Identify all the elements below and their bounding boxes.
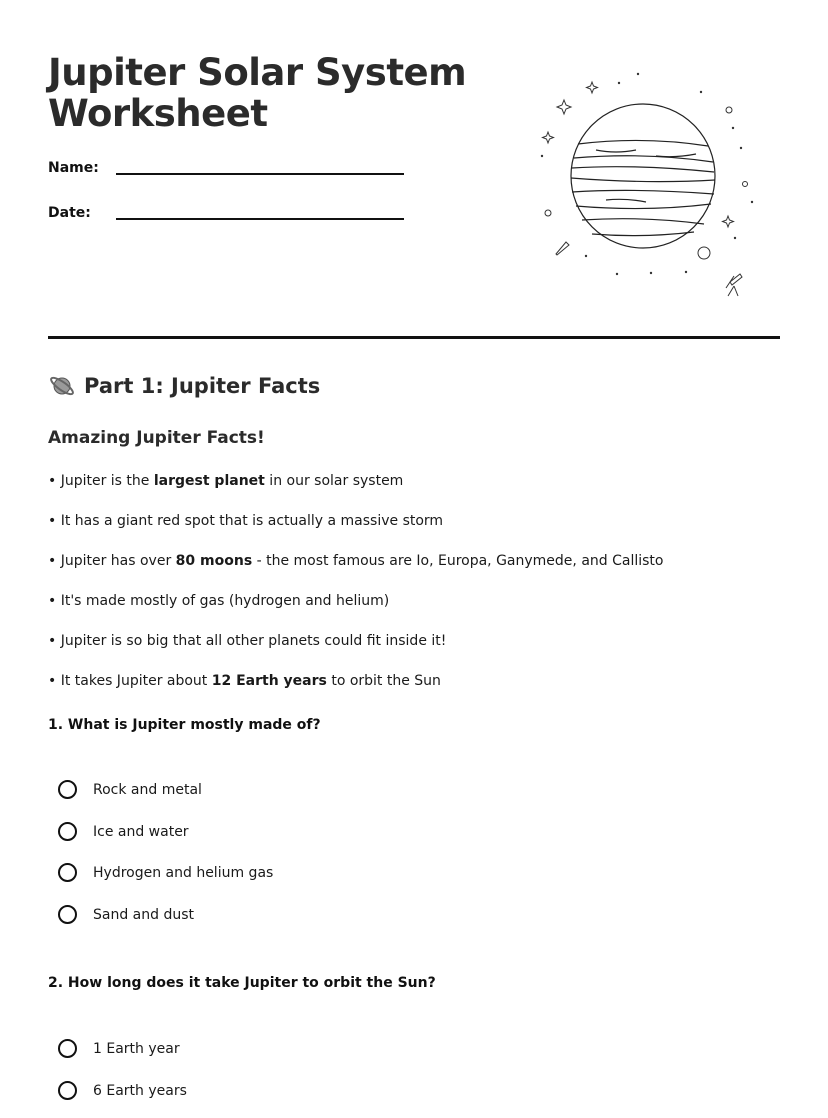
date-input-line[interactable] xyxy=(116,218,404,220)
option-label: Sand and dust xyxy=(93,906,195,923)
answer-option[interactable] xyxy=(58,780,202,799)
radio-button[interactable] xyxy=(58,780,77,799)
option-label: 6 Earth years xyxy=(93,1082,187,1099)
answer-option[interactable] xyxy=(58,863,273,882)
radio-button[interactable] xyxy=(58,1039,77,1058)
answer-option[interactable] xyxy=(58,1081,187,1100)
option-label: Hydrogen and helium gas xyxy=(93,864,274,881)
radio-button[interactable] xyxy=(58,1081,77,1100)
name-input-line[interactable] xyxy=(116,173,404,175)
date-field xyxy=(48,205,91,221)
fact-item: • Jupiter has over 80 moons - the most famous are Io, Europa, Ganymede, and Callisto xyxy=(48,553,664,569)
worksheet-title: Jupiter Solar System Worksheet xyxy=(48,51,467,135)
facts-subheading: Amazing Jupiter Facts! xyxy=(48,428,265,448)
fact-item: • Jupiter is so big that all other planets could fit inside it! xyxy=(48,633,447,649)
radio-button[interactable] xyxy=(58,905,77,924)
option-label: Rock and metal xyxy=(93,781,202,798)
question-1: 1. What is Jupiter mostly made of? xyxy=(48,717,321,733)
name-field xyxy=(48,160,99,176)
part1-heading-text: Part 1: Jupiter Facts xyxy=(84,374,321,398)
answer-option[interactable] xyxy=(58,822,189,841)
fact-item: • It's made mostly of gas (hydrogen and helium) xyxy=(48,593,390,609)
radio-button[interactable] xyxy=(58,863,77,882)
radio-button[interactable] xyxy=(58,822,77,841)
answer-option[interactable] xyxy=(58,1039,180,1058)
date-label: Date: xyxy=(48,205,91,221)
question-2: 2. How long does it take Jupiter to orbit the Sun? xyxy=(48,975,436,991)
name-label: Name: xyxy=(48,160,99,176)
planet-icon xyxy=(48,372,76,400)
option-label: 1 Earth year xyxy=(93,1040,180,1057)
answer-option[interactable] xyxy=(58,905,194,924)
jupiter-illustration xyxy=(536,66,758,302)
part1-heading xyxy=(48,372,320,400)
fact-item: • Jupiter is the largest planet in our solar system xyxy=(48,473,404,489)
section-divider xyxy=(48,336,780,339)
option-label: Ice and water xyxy=(93,823,189,840)
fact-item: • It takes Jupiter about 12 Earth years to orbit the Sun xyxy=(48,673,441,689)
fact-item: • It has a giant red spot that is actually a massive storm xyxy=(48,513,444,529)
